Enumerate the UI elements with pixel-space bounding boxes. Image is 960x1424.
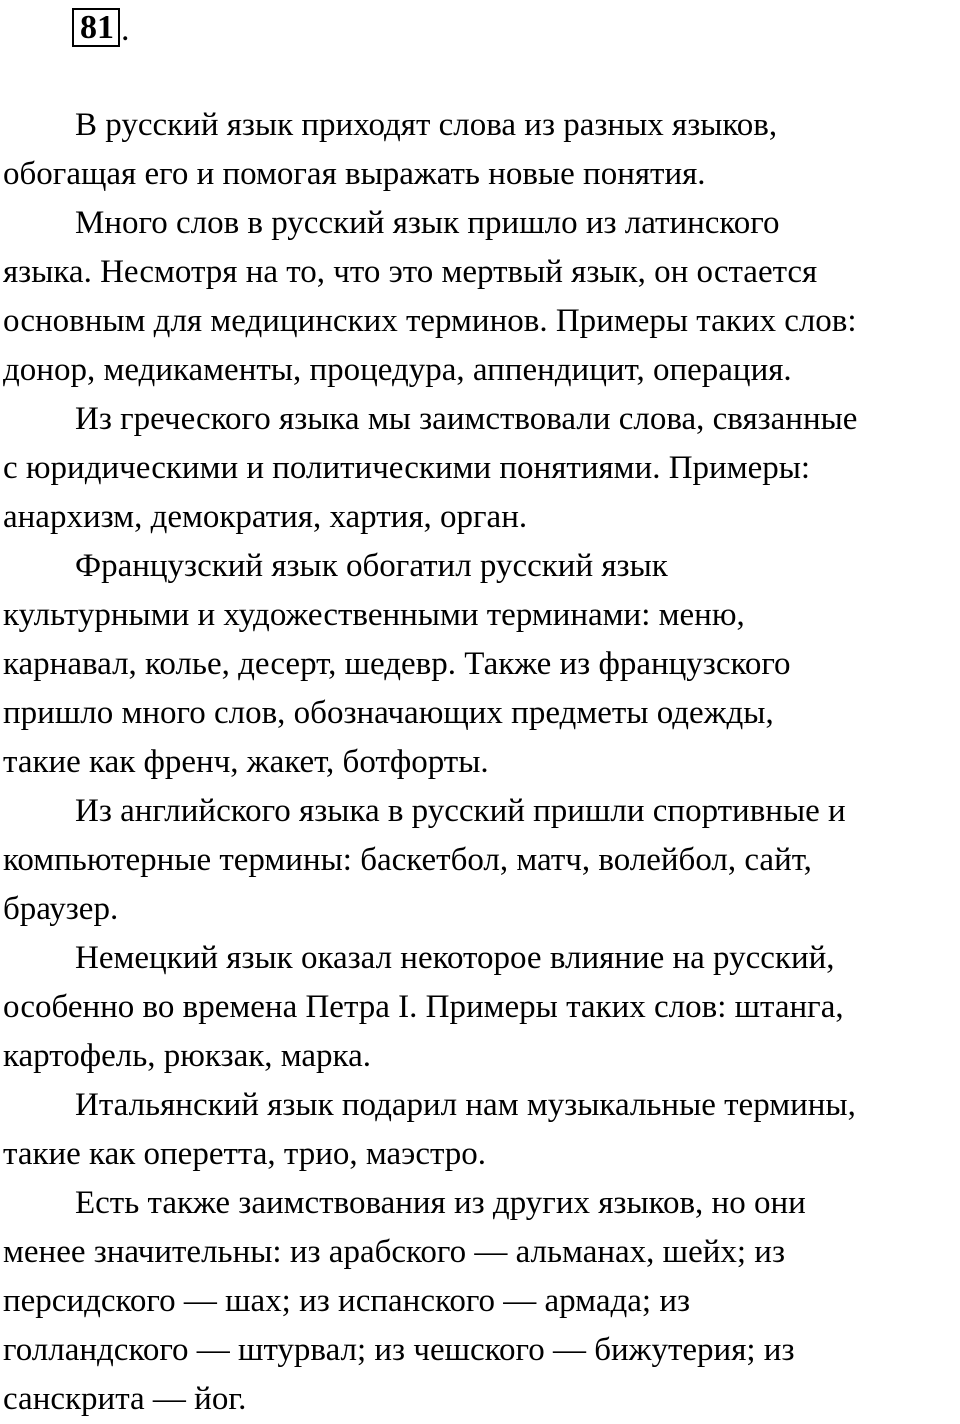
paragraph-intro xyxy=(3,101,960,199)
text-line: анархизм, демократия, хартия, орган. xyxy=(3,499,528,535)
answer-text xyxy=(3,101,960,1424)
paragraph-italian xyxy=(3,1081,960,1179)
task-number-dot: . xyxy=(121,11,130,48)
text-line: персидского — шах; из испанского — армада; из xyxy=(3,1283,691,1319)
paragraph-german xyxy=(3,934,960,1081)
paragraph-other-languages xyxy=(3,1179,960,1424)
text-line: компьютерные термины: баскетбол, матч, волейбол, сайт, xyxy=(3,842,812,878)
text-line: Есть также заимствования из других языков, но они xyxy=(75,1185,806,1221)
text-line: менее значительны: из арабского — альманах, шейх; из xyxy=(3,1234,785,1270)
text-line: донор, медикаменты, процедура, аппендицит, операция. xyxy=(3,352,792,388)
task-number xyxy=(72,8,130,47)
text-line: В русский язык приходят слова из разных языков, xyxy=(75,107,778,143)
text-line: Из английского языка в русский пришли спортивные и xyxy=(75,793,846,829)
text-line: пришло много слов, обозначающих предметы одежды, xyxy=(3,695,774,731)
text-line: особенно во времена Петра I. Примеры таких слов: штанга, xyxy=(3,989,844,1025)
text-line: культурными и художественными терминами: меню, xyxy=(3,597,745,633)
text-line: карнавал, колье, десерт, шедевр. Также из французского xyxy=(3,646,791,682)
text-line: языка. Несмотря на то, что это мертвый язык, он остается xyxy=(3,254,818,290)
text-line: основным для медицинских терминов. Примеры таких слов: xyxy=(3,303,857,339)
text-line: Из греческого языка мы заимствовали слова, связанные xyxy=(75,401,858,437)
paragraph-latin xyxy=(3,199,960,395)
text-line: с юридическими и политическими понятиями. Примеры: xyxy=(3,450,811,486)
text-line: Много слов в русский язык пришло из латинского xyxy=(75,205,780,241)
text-line: картофель, рюкзак, марка. xyxy=(3,1038,371,1074)
text-line: такие как оперетта, трио, маэстро. xyxy=(3,1136,487,1172)
text-line: обогащая его и помогая выражать новые понятия. xyxy=(3,156,706,192)
text-line: голландского — штурвал; из чешского — бижутерия; из xyxy=(3,1332,795,1368)
text-line: Немецкий язык оказал некоторое влияние на русский, xyxy=(75,940,835,976)
paragraph-french xyxy=(3,542,960,787)
paragraph-english xyxy=(3,787,960,934)
text-line: браузер. xyxy=(3,891,119,927)
task-number-box: 81 xyxy=(72,8,120,47)
text-line: Французский язык обогатил русский язык xyxy=(75,548,668,584)
paragraph-greek xyxy=(3,395,960,542)
text-line: такие как френч, жакет, ботфорты. xyxy=(3,744,489,780)
text-line: Итальянский язык подарил нам музыкальные термины, xyxy=(75,1087,856,1123)
text-line: санскрита — йог. xyxy=(3,1381,247,1417)
